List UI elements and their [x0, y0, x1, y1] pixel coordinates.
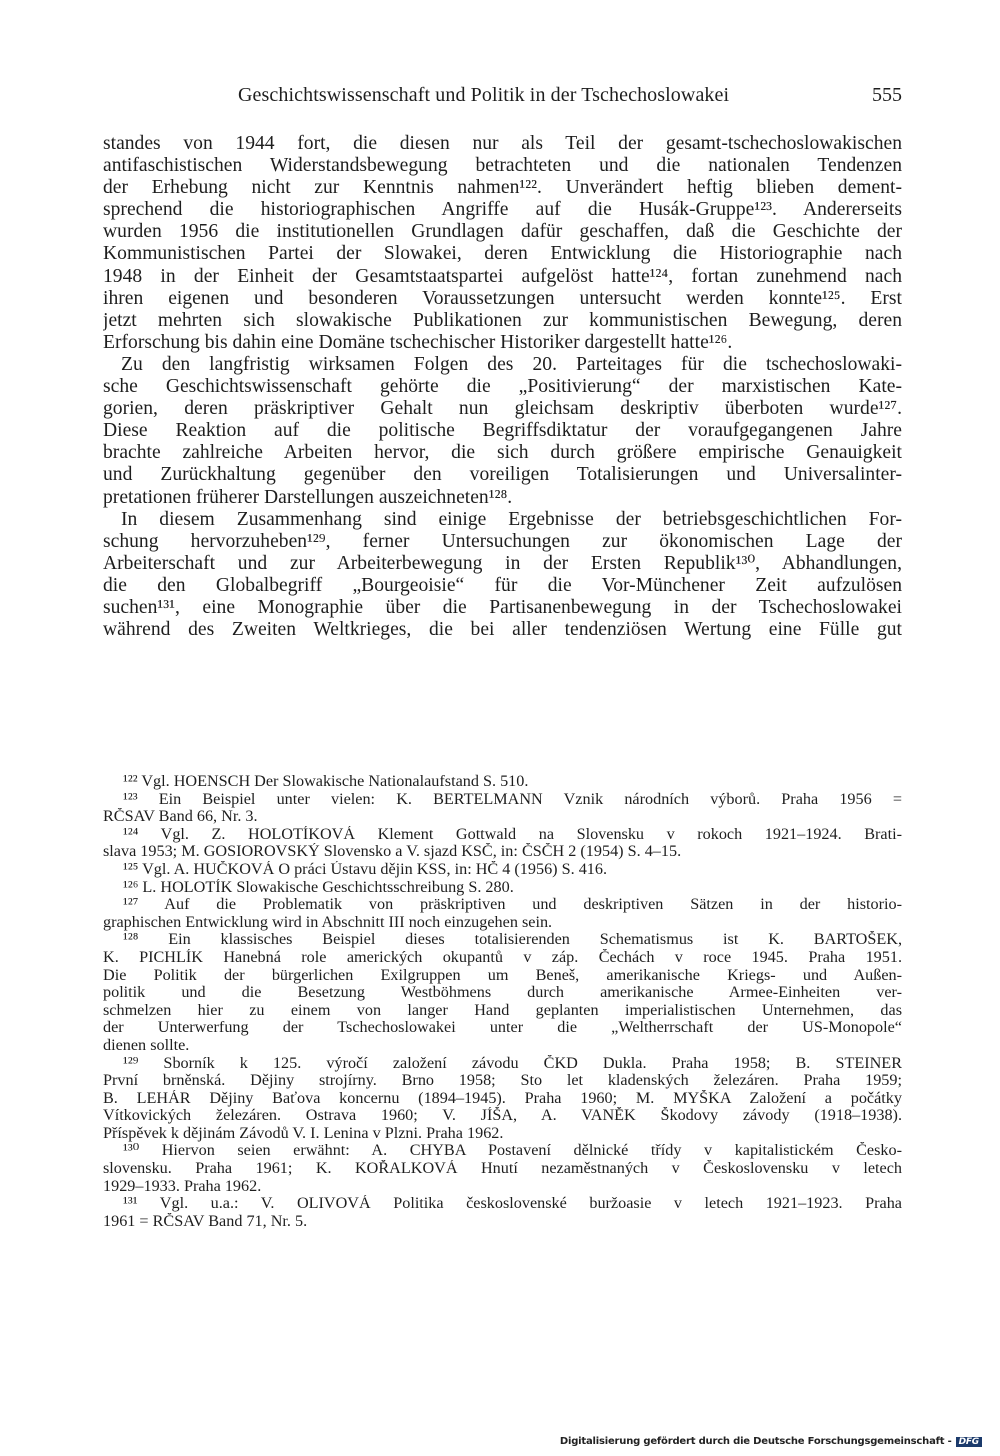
footnote-line: politik und die Besetzung Westböhmens durch amerikanische Armee-Einheiten ver- — [103, 984, 902, 1002]
text-line: sprechend die historiographischen Angriffe auf die Husák-Gruppe¹²³. Andererseits — [103, 199, 902, 221]
footnote-line: 1929–1933. Praha 1962. — [103, 1177, 262, 1195]
text-line: ihren eigenen und besonderen Voraussetzungen untersucht werden konnte¹²⁵. Erst — [103, 287, 902, 309]
running-title: Geschichtswissenschaft und Politik in der Tschechoslowakei — [238, 84, 730, 106]
footnote-line: RČSAV Band 66, Nr. 3. — [103, 808, 258, 826]
footnote-line: dienen sollte. — [103, 1036, 190, 1054]
footnote-line: ¹²⁷ Auf die Problematik von präskriptiven und deskriptiven Sätzen in der historio- — [123, 896, 902, 914]
footnote-line: slovensku. Praha 1961; K. KOŘALKOVÁ Hnutí nezaměstnaných v Československu v letech — [103, 1160, 902, 1178]
footnote-line: ¹²³ Ein Beispiel unter vielen: K. BERTELMANN Vznik národních výborů. Praha 1956 = — [123, 790, 902, 808]
text-line: Kommunistischen Partei der Slowakei, deren Entwicklung die Historiographie nach — [103, 243, 902, 265]
text-line: gorien, deren präskriptiver Gehalt nun gleichsam deskriptiv überboten wurde¹²⁷. — [103, 398, 902, 420]
text-line: und Zurückhaltung gegenüber den voreiligen Totalisierungen und Universalinter- — [103, 464, 902, 486]
text-line: antifaschistischen Widerstandsbewegung betrachteten und die nationalen Tendenzen — [103, 155, 902, 177]
text-line: Arbeiterschaft und zur Arbeiterbewegung in der Ersten Republik¹³⁰, Abhandlungen, — [103, 552, 902, 574]
text-line: wurden 1956 die institutionellen Grundlagen dafür geschaffen, daß die Geschichte der — [103, 221, 902, 243]
text-line: während des Zweiten Weltkrieges, die bei aller tendenziösen Wertung eine Fülle gut — [103, 619, 902, 641]
footnote-line: der Unterwerfung der Tschechoslowakei unter die „Weltherrschaft der US-Monopole“ — [103, 1019, 902, 1037]
footnote-line: ¹²⁹ Sborník k 125. výročí založení závodu ČKD Dukla. Praha 1958; B. STEINER — [123, 1054, 902, 1072]
footnote-line: slava 1953; M. GOSIOROVSKÝ Slovensko a V. sjazd KSČ, in: ČSČH 2 (1954) S. 4–15. — [103, 843, 682, 861]
text-line: schung hervorzuheben¹²⁹, ferner Untersuchungen zur ökonomischen Lage der — [103, 530, 902, 552]
text-line: brachte zahlreiche Arbeiten hervor, die sich durch größere empirische Genauigkeit — [103, 442, 902, 464]
footnote-line: ¹³¹ Vgl. u.a.: V. OLIVOVÁ Politika československé buržoasie v letech 1921–1923. Praha — [123, 1195, 902, 1213]
digitization-credit — [560, 1436, 982, 1447]
footnote-line: ¹²⁵ Vgl. A. HUČKOVÁ O práci Ústavu dějin KSS, in: HČ 4 (1956) S. 416. — [123, 860, 608, 878]
text-line: Erforschung bis dahin eine Domäne tschechischer Historiker dargestellt hatte¹²⁶. — [103, 331, 733, 353]
text-line: 1948 in der Einheit der Gesamtstaatspartei aufgelöst hatte¹²⁴, fortan zunehmend nach — [103, 265, 902, 287]
footnote-line: K. PICHLÍK Hanebná role amerických okupantů v záp. Čechách v roce 1945. Praha 1951. — [103, 948, 902, 966]
text-line: pretationen früherer Darstellungen auszeichneten¹²⁸. — [103, 486, 513, 508]
footnote-line: 1961 = RČSAV Band 71, Nr. 5. — [103, 1212, 308, 1230]
footnote-line: První brněnská. Dějiny strojírny. Brno 1958; Sto let kladenských železáren. Praha 1959; — [103, 1072, 902, 1090]
text-line: jetzt mehrten sich slowakische Publikationen zur kommunistischen Bewegung, deren — [103, 309, 902, 331]
text-line: Diese Reaktion auf die politische Begriffsdiktatur der voraufgegangenen Jahre — [103, 420, 902, 442]
dfg-logo: DFG — [956, 1437, 982, 1447]
footnote-line: schmelzen hier zu einem von langer Hand geplanten imperialistischen Unternehmen, das — [103, 1001, 902, 1019]
text-line: die den Globalbegriff „Bourgeoisie“ für die Vor-Münchener Zeit aufzulösen — [103, 574, 902, 596]
text-line: Zu den langfristig wirksamen Folgen des 20. Parteitages für die tschechoslowaki- — [121, 353, 902, 375]
footnote-line: B. LEHÁR Dějiny Baťova koncernu (1894–1945). Praha 1960; M. MYŠKA Založení a počátky — [103, 1089, 902, 1107]
footnote-line: ¹²⁴ Vgl. Z. HOLOTÍKOVÁ Klement Gottwald na Slovensku v rokoch 1921–1924. Brati- — [123, 825, 902, 843]
footnote-line: graphischen Entwicklung wird in Abschnitt III noch einzugehen sein. — [103, 913, 553, 931]
text-line: In diesem Zusammenhang sind einige Ergebnisse der betriebsgeschichtlichen For- — [121, 508, 902, 530]
text-line: suchen¹³¹, eine Monographie über die Partisanenbewegung in der Tschechoslowakei — [103, 596, 902, 618]
footnote-line: Příspěvek k dějinám Závodů V. I. Lenina v Plzni. Praha 1962. — [103, 1124, 504, 1142]
credit-text: Digitalisierung gefördert durch die Deutsche Forschungsgemeinschaft - — [559, 1436, 952, 1447]
page-number: 555 — [872, 84, 902, 106]
footnote-line: ¹³⁰ Hiervon seien erwähnt: A. CHYBA Postavení dělnické třídy v kapitalistickém Česko- — [123, 1142, 902, 1160]
text-line: sche Geschichtswissenschaft gehörte die „Positivierung“ der marxistischen Kate- — [103, 376, 902, 398]
footnote-line: ¹²² Vgl. HOENSCH Der Slowakische Nationalaufstand S. 510. — [123, 773, 529, 790]
text-line: standes von 1944 fort, die diesen nur als Teil der gesamt-tschechoslowakischen — [103, 133, 902, 154]
main-text — [103, 133, 902, 641]
footnote-line: ¹²⁸ Ein klassisches Beispiel dieses totalisierenden Schematismus ist K. BARTOŠEK, — [123, 931, 902, 949]
footnotes — [103, 773, 902, 1230]
running-head — [238, 84, 902, 114]
footnote-line: Vítkovických železáren. Ostrava 1960; V. JÍŠA, A. VANĚK Škodovy závody (1918–1938). — [103, 1107, 902, 1125]
text-line: der Erhebung nicht zur Kenntnis nahmen¹²². Unverändert heftig blieben dement- — [103, 177, 902, 199]
footnote-line: ¹²⁶ L. HOLOTÍK Slowakische Geschichtsschreibung S. 280. — [123, 878, 514, 896]
footnote-line: Die Politik der bürgerlichen Exilgruppen um Beneš, amerikanische Kriegs- und Außen- — [103, 966, 902, 984]
